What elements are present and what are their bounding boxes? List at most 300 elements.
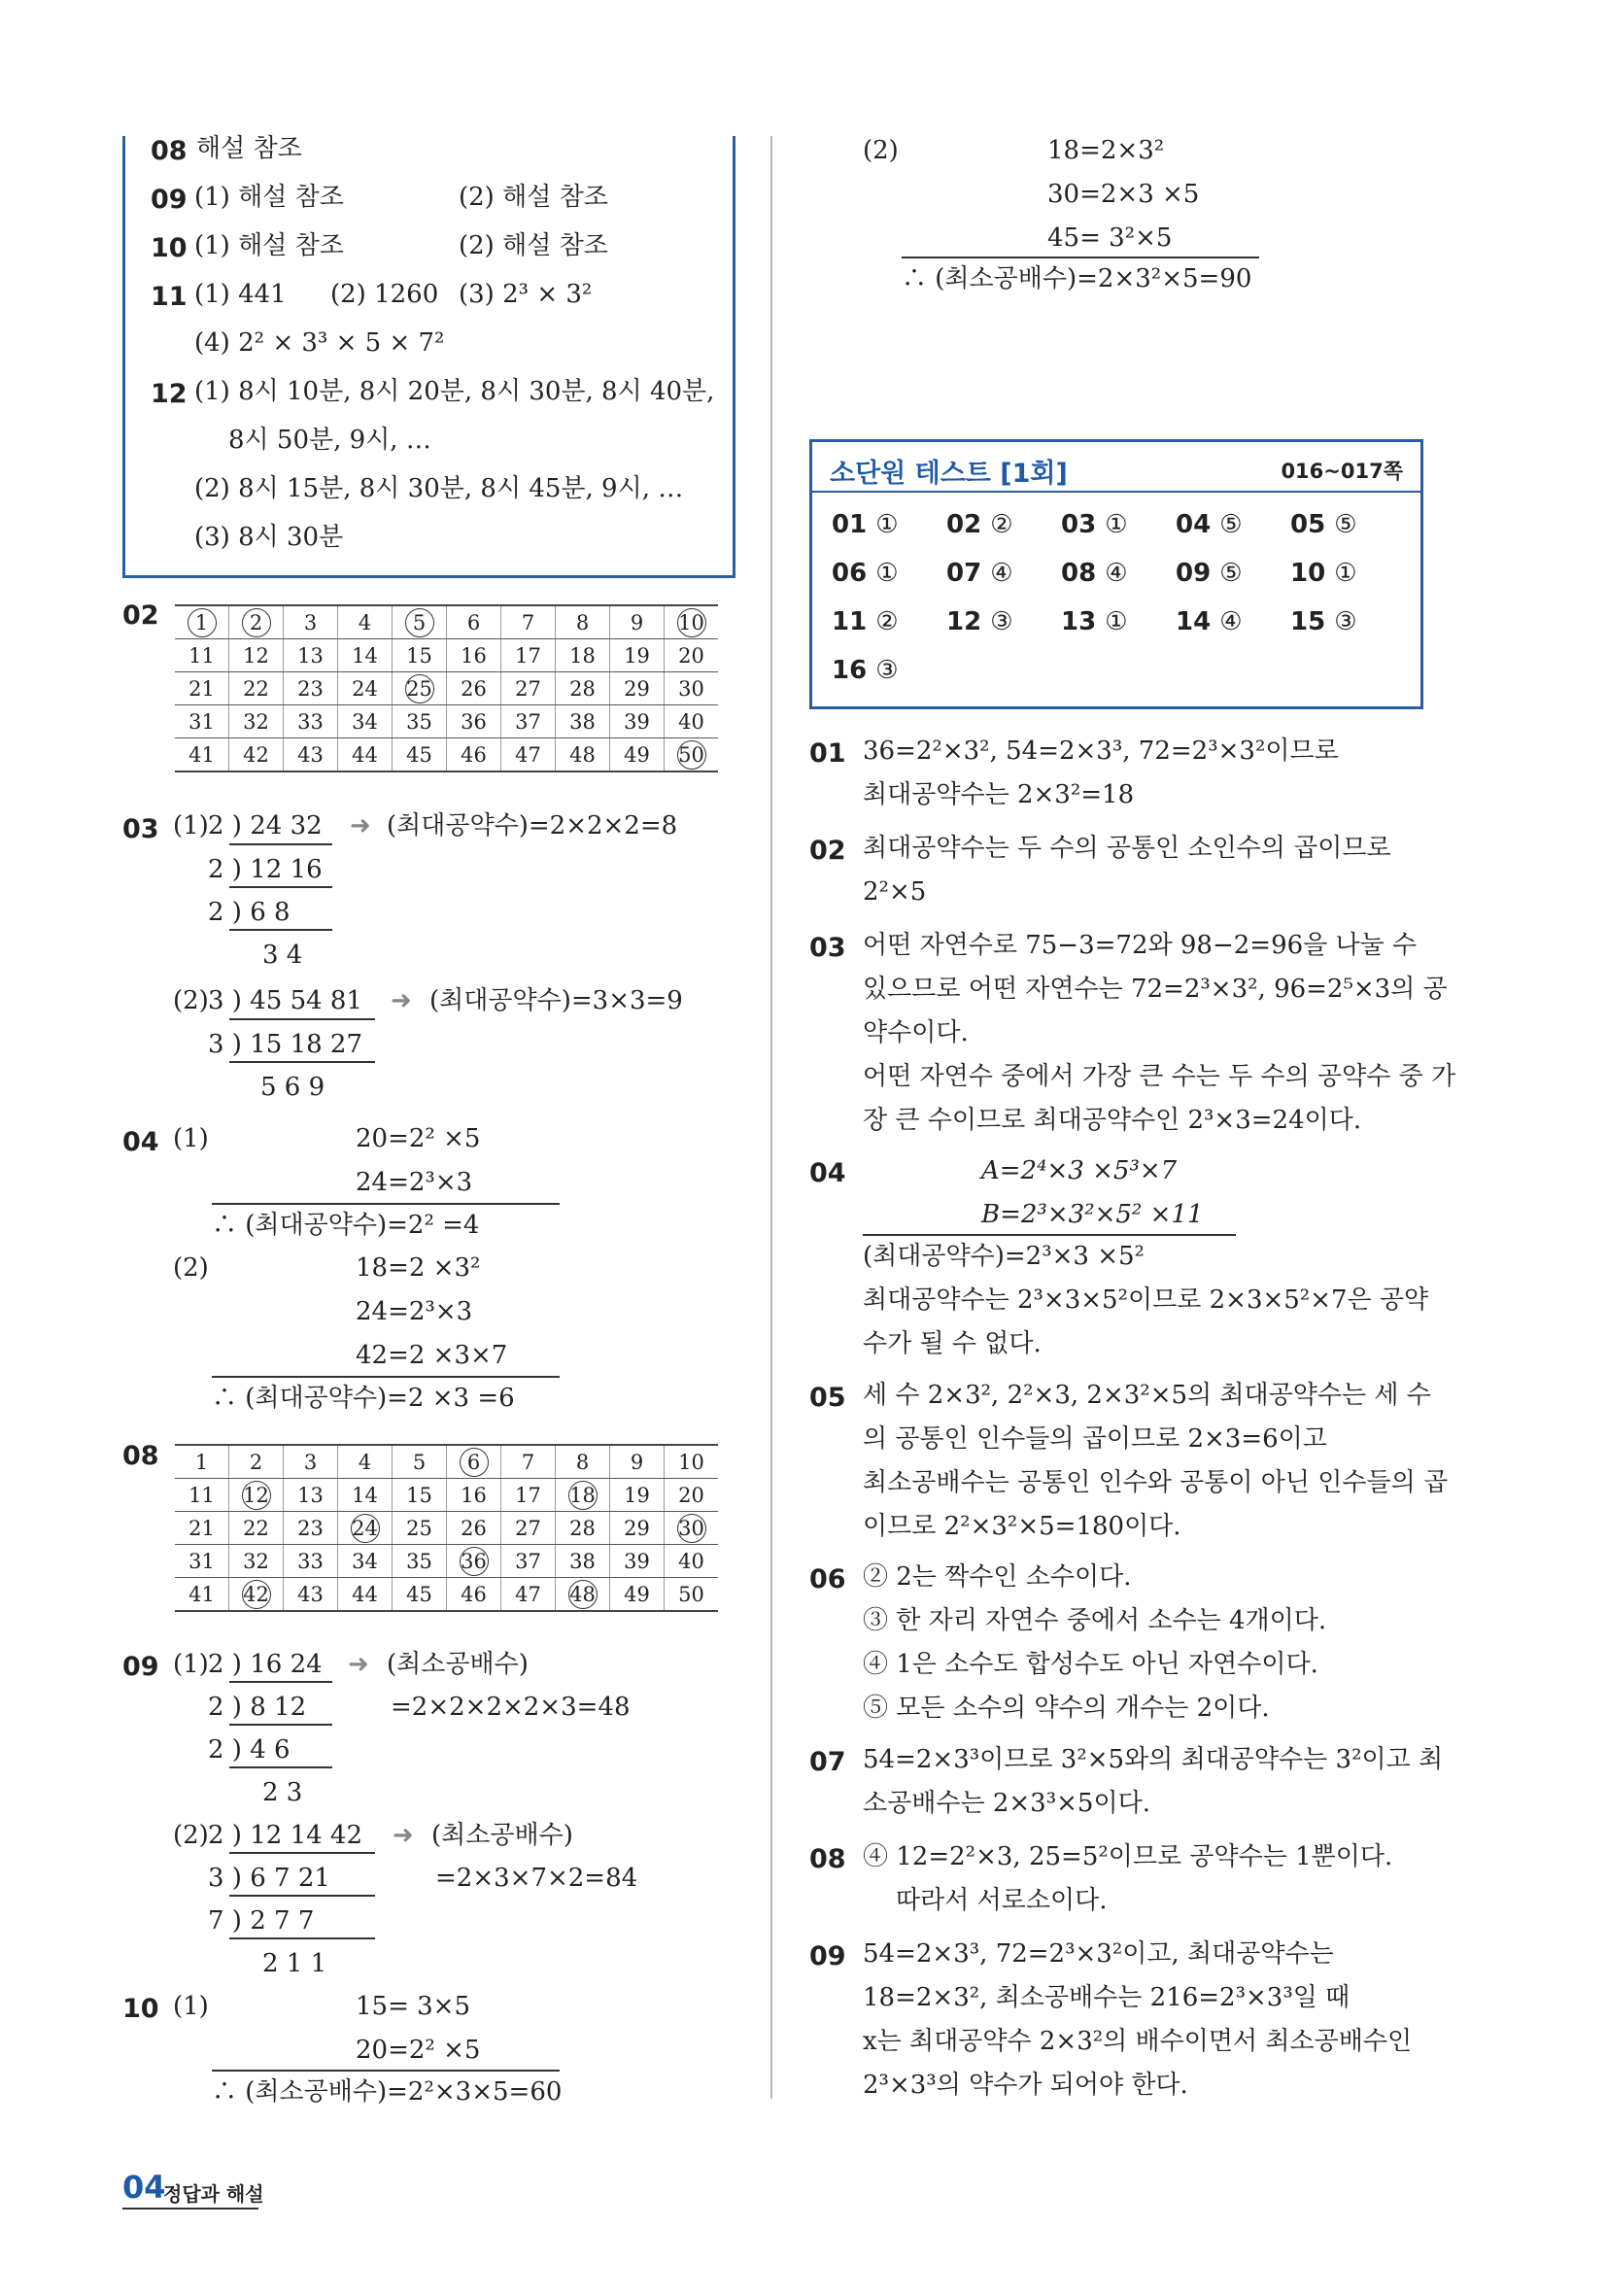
q04-num: 04 xyxy=(122,1127,159,1157)
grid-cell xyxy=(556,1578,610,1612)
grid-number: 17 xyxy=(515,643,541,668)
s05-a: 세 수 2×3², 2²×3, 2×3²×5의 최대공약수는 세 수 xyxy=(863,1381,1431,1410)
grid-cell xyxy=(338,639,393,672)
test-answer-num: 11 xyxy=(832,607,876,636)
s02-b: 2²×5 xyxy=(863,877,927,907)
s05-num: 05 xyxy=(809,1383,846,1413)
q03-p2-r1: 3 ) 45 54 81 xyxy=(208,986,362,1015)
grid-number: 16 xyxy=(461,1483,487,1507)
grid-number: 3 xyxy=(303,1450,318,1474)
grid-cell xyxy=(447,1578,501,1612)
l11-p2: (2) 1260 xyxy=(330,280,439,309)
grid-number: 33 xyxy=(297,709,324,734)
grid-cell xyxy=(175,1545,229,1578)
grid-number: 44 xyxy=(352,1582,378,1606)
test-answer xyxy=(946,559,1013,588)
s02-num: 02 xyxy=(809,836,846,866)
grid-cell xyxy=(175,1578,229,1612)
grid-number: 32 xyxy=(243,1549,269,1573)
grid-cell xyxy=(229,1578,284,1612)
grid-number: 2 xyxy=(242,608,271,637)
q03-p2-label: (2) xyxy=(173,986,209,1015)
grid-number: 35 xyxy=(406,1549,432,1573)
grid-number: 4 xyxy=(358,1450,372,1474)
grid-cell xyxy=(393,705,447,738)
grid-row xyxy=(175,1479,718,1512)
test-answer xyxy=(1061,559,1128,588)
grid-cell xyxy=(393,1479,447,1512)
l09-num: 09 xyxy=(151,185,188,215)
test-answer-choice: ① xyxy=(1105,510,1128,539)
grid-number: 15 xyxy=(406,643,432,668)
grid-cell xyxy=(284,738,338,772)
grid-cell xyxy=(229,1545,284,1578)
unit-test-box xyxy=(809,439,1423,709)
test-answer-choice: ⑤ xyxy=(1219,510,1243,539)
s03-e: 장 큰 수이므로 최대공약수인 2³×3=24이다. xyxy=(863,1106,1362,1135)
l12-p1a: (1) 8시 10분, 8시 20분, 8시 30분, 8시 40분, xyxy=(194,377,715,406)
test-answer xyxy=(1061,607,1128,636)
grid-cell xyxy=(338,1479,393,1512)
test-answer xyxy=(946,510,1013,539)
s04-b: B=2³×3²×5² ×11 xyxy=(981,1200,1204,1229)
s06-c: ④ 1은 소수도 합성수도 아닌 자연수이다. xyxy=(863,1650,1318,1679)
q04-p2-b: 24=2³×3 xyxy=(356,1297,473,1326)
test-answer-num: 08 xyxy=(1061,559,1106,588)
sum-line xyxy=(212,2070,560,2072)
grid-cell xyxy=(501,738,556,772)
grid-number: 49 xyxy=(624,742,650,767)
q03-p2-r3: 5 6 9 xyxy=(260,1073,325,1102)
grid-number: 42 xyxy=(243,742,269,767)
grid-number: 23 xyxy=(297,1516,324,1540)
s03-b: 있으므로 어떤 자연수는 72=2³×3², 96=2⁵×3의 공 xyxy=(863,975,1448,1004)
q10-p1-label: (1) xyxy=(173,1992,209,2021)
grid-number: 36 xyxy=(460,1547,489,1576)
grid-cell xyxy=(393,1512,447,1545)
q04-p1-a: 20=2² ×5 xyxy=(356,1124,481,1153)
grid-number: 22 xyxy=(243,676,269,701)
grid-number: 1 xyxy=(188,608,217,637)
division-line xyxy=(229,929,332,931)
arrow-icon: ➜ xyxy=(393,1821,414,1850)
grid-cell xyxy=(556,1479,610,1512)
grid-cell xyxy=(501,1578,556,1612)
grid-cell xyxy=(338,738,393,772)
q04-p2-c: 42=2 ×3×7 xyxy=(356,1341,508,1370)
grid-number: 47 xyxy=(515,742,541,767)
column-divider xyxy=(770,136,772,2099)
test-answer-num: 06 xyxy=(832,559,876,588)
arrow-icon: ➜ xyxy=(348,1650,369,1679)
test-answer-choice: ① xyxy=(1105,607,1128,636)
division-line xyxy=(229,1061,375,1063)
grid-number: 13 xyxy=(297,1483,324,1507)
grid-row xyxy=(175,605,718,639)
grid-number: 16 xyxy=(461,643,487,668)
grid-number: 41 xyxy=(188,742,215,767)
grid-number: 9 xyxy=(630,1450,644,1474)
s03-num: 03 xyxy=(809,933,846,963)
grid-number: 24 xyxy=(352,676,378,701)
grid-cell xyxy=(665,672,719,705)
grid-cell xyxy=(175,1479,229,1512)
grid-number: 20 xyxy=(678,1483,704,1507)
grid-cell xyxy=(284,1512,338,1545)
test-answer xyxy=(1176,607,1243,636)
q03-p1-r4: 3 4 xyxy=(262,941,303,970)
rt-b: 30=2×3 ×5 xyxy=(1047,180,1200,209)
test-answer-num: 12 xyxy=(946,607,991,636)
grid-cell xyxy=(447,1445,501,1479)
grid-number: 26 xyxy=(461,1516,487,1540)
grid-row xyxy=(175,1578,718,1612)
sum-line xyxy=(863,1234,1236,1236)
grid-cell xyxy=(284,1578,338,1612)
q08-number-grid xyxy=(175,1444,718,1612)
division-line xyxy=(229,886,332,888)
q08-num: 08 xyxy=(122,1441,159,1471)
s05-d: 이므로 2²×3²×5=180이다. xyxy=(863,1512,1181,1541)
s07-a: 54=2×3³이므로 3²×5와의 최대공약수는 3²이고 최 xyxy=(863,1745,1444,1774)
grid-cell xyxy=(393,738,447,772)
test-answer xyxy=(832,607,899,636)
grid-number: 12 xyxy=(242,1481,271,1510)
q04-p2-label: (2) xyxy=(173,1253,209,1283)
grid-number: 5 xyxy=(405,608,434,637)
test-answer-num: 03 xyxy=(1061,510,1106,539)
grid-cell xyxy=(665,1545,719,1578)
grid-cell xyxy=(338,1578,393,1612)
q03-p1-r3: 2 ) 6 8 xyxy=(208,898,291,927)
test-answer-num: 09 xyxy=(1176,559,1220,588)
test-answer-num: 05 xyxy=(1290,510,1335,539)
footer-underline xyxy=(122,2208,258,2210)
arrow-icon: ➜ xyxy=(350,811,371,840)
s06-num: 06 xyxy=(809,1564,846,1594)
grid-cell xyxy=(665,605,719,639)
s01-a: 36=2²×3², 54=2×3³, 72=2³×3²이므로 xyxy=(863,737,1339,766)
grid-cell xyxy=(610,639,665,672)
grid-cell xyxy=(447,705,501,738)
s09-d: 2³×3³의 약수가 되어야 한다. xyxy=(863,2071,1188,2100)
grid-number: 7 xyxy=(521,1450,535,1474)
grid-cell xyxy=(556,639,610,672)
grid-cell xyxy=(447,639,501,672)
test-answer-num: 16 xyxy=(832,656,876,685)
q04-p2-a: 18=2 ×3² xyxy=(356,1253,481,1283)
division-line xyxy=(229,1018,375,1020)
grid-row xyxy=(175,1445,718,1479)
l11-p4: (4) 2² × 3³ × 5 × 7² xyxy=(194,328,445,358)
grid-cell xyxy=(229,639,284,672)
grid-number: 8 xyxy=(575,610,590,634)
s03-a: 어떤 자연수로 75−3=72와 98−2=96을 나눌 수 xyxy=(863,931,1418,960)
grid-number: 38 xyxy=(569,1549,596,1573)
q04-p1-res: ∴ (최대공약수)=2² =4 xyxy=(212,1211,480,1240)
grid-number: 12 xyxy=(243,643,269,668)
q09-p2-label: (2) xyxy=(173,1821,209,1850)
grid-cell xyxy=(610,738,665,772)
test-answer xyxy=(832,559,899,588)
sum-line xyxy=(212,1203,560,1205)
q09-p2-result: (최소공배수) xyxy=(431,1821,573,1850)
grid-row xyxy=(175,1512,718,1545)
grid-row xyxy=(175,672,718,705)
grid-number: 46 xyxy=(461,742,487,767)
grid-cell xyxy=(665,639,719,672)
test-answer-num: 07 xyxy=(946,559,991,588)
grid-number: 32 xyxy=(243,709,269,734)
grid-cell xyxy=(338,1545,393,1578)
grid-cell xyxy=(229,1479,284,1512)
q09-p1-eq: =2×2×2×2×3=48 xyxy=(391,1693,631,1722)
grid-number: 28 xyxy=(569,1516,596,1540)
unit-test-header xyxy=(812,442,1420,493)
footer-title: 정답과 해설 xyxy=(163,2182,264,2206)
s06-a: ② 2는 짝수인 소수이다. xyxy=(863,1562,1132,1592)
grid-cell xyxy=(665,1512,719,1545)
q04-p2-res: ∴ (최대공약수)=2 ×3 =6 xyxy=(212,1384,515,1413)
q03-p1-r2: 2 ) 12 16 xyxy=(208,855,323,884)
grid-number: 15 xyxy=(406,1483,432,1507)
s05-c: 최소공배수는 공통인 인수와 공통이 아닌 인수들의 곱 xyxy=(863,1468,1449,1497)
l11-num: 11 xyxy=(151,282,188,312)
l09-p1: (1) 해설 참조 xyxy=(194,183,344,212)
q10-p1-a: 15= 3×5 xyxy=(356,1992,471,2021)
grid-cell xyxy=(556,1445,610,1479)
division-line xyxy=(229,1766,332,1768)
s04-num: 04 xyxy=(809,1158,846,1188)
grid-cell xyxy=(501,605,556,639)
grid-number: 30 xyxy=(678,676,704,701)
grid-cell xyxy=(175,639,229,672)
grid-number: 18 xyxy=(569,643,596,668)
grid-cell xyxy=(610,672,665,705)
grid-number: 30 xyxy=(677,1514,706,1543)
s02-a: 최대공약수는 두 수의 공통인 소인수의 곱이므로 xyxy=(863,834,1391,863)
q02-num: 02 xyxy=(122,600,159,631)
test-answer-choice: ⑤ xyxy=(1219,559,1243,588)
l12-p3: (3) 8시 30분 xyxy=(194,523,344,552)
s01-num: 01 xyxy=(809,738,846,769)
grid-cell xyxy=(501,672,556,705)
arrow-icon: ➜ xyxy=(391,986,412,1015)
grid-cell xyxy=(447,605,501,639)
grid-cell xyxy=(665,705,719,738)
division-line xyxy=(229,1724,332,1726)
grid-number: 25 xyxy=(405,674,434,703)
grid-number: 39 xyxy=(624,1549,650,1573)
test-answer xyxy=(1290,607,1357,636)
q03-num: 03 xyxy=(122,814,159,844)
l10-p1: (1) 해설 참조 xyxy=(194,231,344,260)
grid-cell xyxy=(610,1479,665,1512)
grid-cell xyxy=(665,1479,719,1512)
grid-number: 8 xyxy=(575,1450,590,1474)
grid-number: 29 xyxy=(624,1516,650,1540)
s09-a: 54=2×3³, 72=2³×3²이고, 최대공약수는 xyxy=(863,1939,1334,1969)
s08-num: 08 xyxy=(809,1844,846,1874)
test-answer xyxy=(946,607,1013,636)
grid-cell xyxy=(556,705,610,738)
grid-cell xyxy=(284,1445,338,1479)
q09-p2-r4: 2 1 1 xyxy=(262,1949,327,1978)
grid-cell xyxy=(229,1445,284,1479)
l08-text: 해설 참조 xyxy=(196,134,302,163)
grid-number: 22 xyxy=(243,1516,269,1540)
grid-cell xyxy=(447,1479,501,1512)
division-line xyxy=(229,843,332,845)
grid-cell xyxy=(284,705,338,738)
grid-cell xyxy=(501,1545,556,1578)
grid-cell xyxy=(175,1445,229,1479)
grid-cell xyxy=(610,605,665,639)
test-answer xyxy=(1290,510,1357,539)
grid-number: 19 xyxy=(624,643,650,668)
grid-cell xyxy=(175,1512,229,1545)
l12-p1b: 8시 50분, 9시, … xyxy=(228,426,431,455)
q09-p1-r3: 2 ) 4 6 xyxy=(208,1735,291,1765)
grid-number: 49 xyxy=(624,1582,650,1606)
grid-cell xyxy=(175,672,229,705)
grid-cell xyxy=(175,705,229,738)
q09-p2-r3: 7 ) 2 7 7 xyxy=(208,1906,315,1936)
q03-p2-result: (최대공약수)=3×3=9 xyxy=(429,986,683,1015)
division-line xyxy=(229,1937,375,1939)
grid-number: 5 xyxy=(412,1450,427,1474)
grid-number: 13 xyxy=(297,643,324,668)
grid-cell xyxy=(556,1512,610,1545)
test-answer-num: 13 xyxy=(1061,607,1106,636)
grid-number: 33 xyxy=(297,1549,324,1573)
grid-number: 26 xyxy=(461,676,487,701)
grid-cell xyxy=(338,605,393,639)
grid-number: 43 xyxy=(297,742,324,767)
grid-number: 45 xyxy=(406,742,432,767)
test-answer-num: 01 xyxy=(832,510,876,539)
grid-cell xyxy=(393,605,447,639)
grid-number: 9 xyxy=(630,610,644,634)
grid-cell xyxy=(447,672,501,705)
q09-p2-r2: 3 ) 6 7 21 xyxy=(208,1864,330,1893)
grid-cell xyxy=(284,672,338,705)
grid-cell xyxy=(501,705,556,738)
grid-number: 27 xyxy=(515,1516,541,1540)
grid-number: 48 xyxy=(569,742,596,767)
grid-cell xyxy=(229,672,284,705)
test-answer-choice: ① xyxy=(1334,559,1357,588)
q03-p1-r1: 2 ) 24 32 xyxy=(208,811,323,840)
grid-cell xyxy=(447,1545,501,1578)
s07-num: 07 xyxy=(809,1747,846,1777)
grid-number: 40 xyxy=(678,1549,704,1573)
grid-cell xyxy=(610,1512,665,1545)
page-number: 04 xyxy=(122,2169,166,2206)
sum-line xyxy=(902,257,1259,258)
s04-a: A=2⁴×3 ×5³×7 xyxy=(981,1156,1178,1185)
grid-number: 40 xyxy=(678,709,704,734)
grid-number: 18 xyxy=(568,1481,598,1510)
grid-number: 31 xyxy=(188,709,215,734)
test-answer xyxy=(1061,510,1128,539)
grid-number: 11 xyxy=(188,643,215,668)
grid-cell xyxy=(393,1545,447,1578)
test-answer-choice: ② xyxy=(875,607,899,636)
s09-num: 09 xyxy=(809,1941,846,1971)
grid-number: 46 xyxy=(461,1582,487,1606)
s01-b: 최대공약수는 2×3²=18 xyxy=(863,780,1135,809)
q09-p1-r2: 2 ) 8 12 xyxy=(208,1693,307,1722)
q09-p1-result: (최소공배수) xyxy=(387,1650,529,1679)
s03-d: 어떤 자연수 중에서 가장 큰 수는 두 수의 공약수 중 가 xyxy=(863,1062,1456,1091)
s08-a: ④ 12=2²×3, 25=5²이므로 공약수는 1뿐이다. xyxy=(863,1842,1393,1871)
grid-number: 50 xyxy=(677,740,706,770)
grid-number: 23 xyxy=(297,676,324,701)
grid-number: 36 xyxy=(461,709,487,734)
test-answer-choice: ③ xyxy=(1334,607,1357,636)
grid-number: 37 xyxy=(515,709,541,734)
test-answer-choice: ⑤ xyxy=(1334,510,1357,539)
l10-num: 10 xyxy=(151,233,188,263)
grid-number: 48 xyxy=(568,1580,598,1609)
grid-number: 25 xyxy=(406,1516,432,1540)
rt-label: (2) xyxy=(863,136,899,165)
division-line xyxy=(229,1852,375,1854)
l09-p2: (2) 해설 참조 xyxy=(459,183,608,212)
grid-number: 42 xyxy=(242,1580,271,1609)
q03-p1-label: (1) xyxy=(173,811,209,840)
q04-p1-label: (1) xyxy=(173,1124,209,1153)
test-answer-num: 04 xyxy=(1176,510,1220,539)
s09-b: 18=2×3², 최소공배수는 216=2³×3³일 때 xyxy=(863,1983,1351,2012)
s04-c: (최대공약수)=2³×3 ×5² xyxy=(863,1242,1145,1271)
test-answer-num: 15 xyxy=(1290,607,1335,636)
grid-number: 21 xyxy=(188,676,215,701)
grid-cell xyxy=(284,1545,338,1578)
grid-row xyxy=(175,639,718,672)
test-answer-choice: ① xyxy=(875,510,899,539)
l10-p2: (2) 해설 참조 xyxy=(459,231,608,260)
grid-number: 3 xyxy=(303,610,318,634)
grid-number: 11 xyxy=(188,1483,215,1507)
q09-p1-r1: 2 ) 16 24 xyxy=(208,1650,323,1679)
l12-p2: (2) 8시 15분, 8시 30분, 8시 45분, 9시, … xyxy=(194,474,684,503)
test-answer-choice: ② xyxy=(990,510,1013,539)
grid-number: 44 xyxy=(352,742,378,767)
grid-number: 14 xyxy=(352,1483,378,1507)
q10-p1-res: ∴ (최소공배수)=2²×3×5=60 xyxy=(212,2077,563,2107)
test-answer-choice: ③ xyxy=(875,656,899,685)
test-answer xyxy=(832,510,899,539)
q09-p2-r1: 2 ) 12 14 42 xyxy=(208,1821,362,1850)
grid-number: 24 xyxy=(351,1514,380,1543)
grid-cell xyxy=(447,1512,501,1545)
grid-cell xyxy=(665,1578,719,1612)
test-answer-choice: ④ xyxy=(990,559,1013,588)
grid-cell xyxy=(284,639,338,672)
grid-number: 41 xyxy=(188,1582,215,1606)
s06-b: ③ 한 자리 자연수 중에서 소수는 4개이다. xyxy=(863,1606,1327,1635)
test-answer-num: 14 xyxy=(1176,607,1220,636)
s07-b: 소공배수는 2×3³×5이다. xyxy=(863,1789,1150,1818)
grid-number: 2 xyxy=(249,1450,263,1474)
grid-cell xyxy=(501,639,556,672)
grid-number: 14 xyxy=(352,643,378,668)
grid-cell xyxy=(229,605,284,639)
grid-number: 1 xyxy=(194,1450,209,1474)
s09-c: x는 최대공약수 2×3²의 배수이면서 최소공배수인 xyxy=(863,2027,1413,2056)
